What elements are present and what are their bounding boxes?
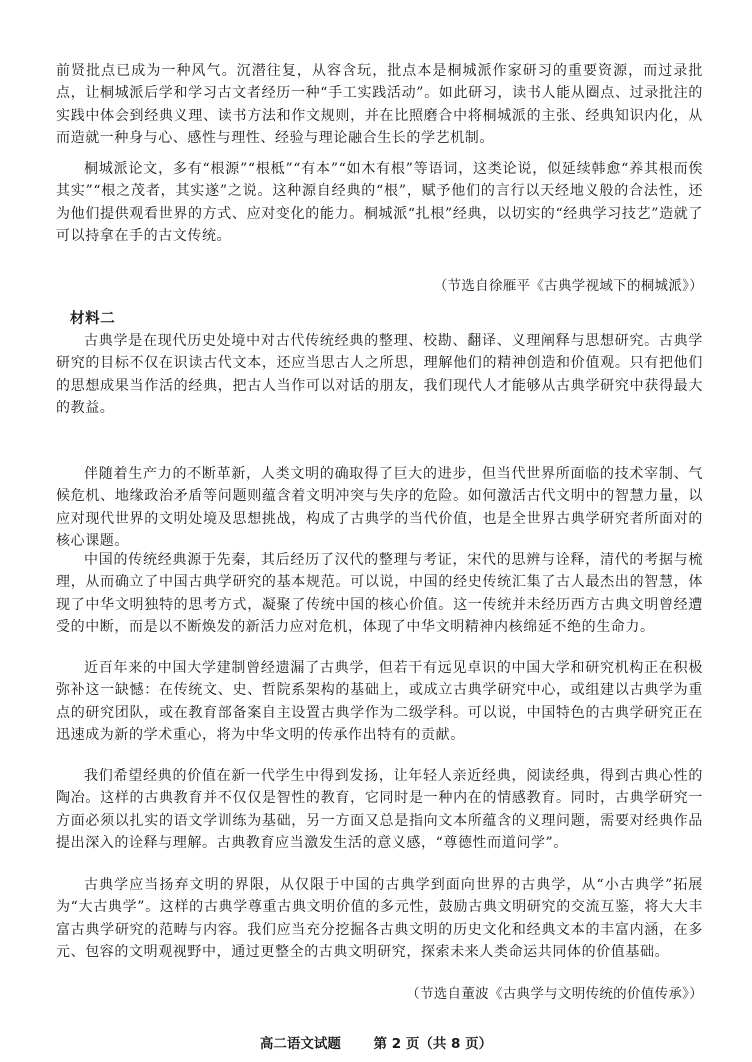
- material-two-heading: 材料二: [70, 311, 116, 327]
- material-two-source: （节选自董波《古典学与文明传统的价值传承》）: [406, 986, 703, 1002]
- material-one-paragraph-2: [56, 158, 703, 248]
- paragraph: 古典学是在现代历史处境中对古代传统经典的整理、校勘、翻译、义理阐释与思想研究。古典学研究的目标不仅在识读古代文本，还应当思古人之所思，理解他们的精神创造和价值观。只有把他们的思想成果当作活的经典，把古人当作可以对话的朋友，我们现代人才能够从古典学研究中获得最大的教益。: [56, 333, 703, 417]
- paragraph: 近百年来的中国大学建制曾经遗漏了古典学，但若干有远见卓识的中国大学和研究机构正在积极弥补这一缺憾：在传统文、史、哲院系架构的基础上，或成立古典学研究中心，或组建以古典学为重点的研究团队，或在教育部备案自主设置古典学作为二级学科。可以说，中国特色的古典学研究正在迅速成为新的学术重心，将为中华文明的传承作出特有的贡献。: [56, 660, 703, 744]
- paragraph: 古典学应当扬弃文明的界限，从仅限于中国的古典学到面向世界的古典学，从“小古典学”拓展为“大古典学”。这样的古典学尊重古典文明价值的多元性，鼓励古典文明研究的交流互鉴，将大大丰富古典学研究的范畴与内容。我们应当充分挖掘各古典文明的历史文化和经典文本的丰富内涵，在多元、包容的文明观视野中，通过更整全的古典文明研究，探索未来人类命运共同体的价值基础。: [56, 877, 703, 961]
- material-two: [56, 308, 703, 330]
- material-one-continuation: [56, 60, 703, 150]
- paragraph: 中国的传统经典源于先秦，其后经历了汉代的整理与考证，宋代的思辨与诠释，清代的考据与梳理，从而确立了中国古典学研究的基本规范。可以说，中国的经史传统汇集了古人最杰出的智慧，体现了中华文明独特的思考方式，凝聚了传统中国的核心价值。这一传统并未经历西方古典文明曾经遭受的中断，而是以不断焕发的新活力应对危机，体现了中华文明精神内核绵延不绝的生命力。: [56, 552, 703, 636]
- page-footer: [0, 1032, 752, 1052]
- footer-exam-title: 高二语文试题: [259, 1036, 341, 1052]
- material-two-paragraph-4: [56, 657, 703, 747]
- paragraph: 桐城派论文，多有“根源”“根柢”“有本”“如木有根”等语词，这类论说，似延续韩愈“养其根而俟其实”“根之茂者，其实遂”之说。这种源自经典的“根”，赋予他们的言行以天经地义般的合法性，还为他们提供观看世界的方式、应对变化的能力。桐城派“扎根”经典，以切实的“经典学习技艺”造就了可以持拿在手的古文传统。: [56, 161, 703, 245]
- material-two-source-block: [56, 983, 703, 1005]
- material-two-paragraph-3: [56, 549, 703, 639]
- material-two-paragraph-1: [56, 330, 703, 420]
- material-two-paragraph-5: [56, 765, 703, 855]
- footer-page-number: 第 2 页（共 8 页）: [373, 1036, 493, 1052]
- paragraph: 我们希望经典的价值在新一代学生中得到发扬，让年轻人亲近经典，阅读经典，得到古典心性的陶冶。这样的古典教育并不仅仅是智性的教育，它同时是一种内在的情感教育。同时，古典学研究一方面必须以扎实的语文学训练为基础，另一方面又总是指向文本所蕴含的义理问题，需要对经典作品提出深入的诠释与理解。古典教育应当激发生活的意义感，“尊德性而道问学”。: [56, 768, 703, 852]
- paragraph: 前贤批点已成为一种风气。沉潜往复，从容含玩，批点本是桐城派作家研习的重要资源，而过录批点，让桐城派后学和学习古文者经历一种“手工实践活动”。如此研习，读书人能从圈点、过录批注的实践中体会到经典义理、读书方法和作文规则，并在比照磨合中将桐城派的主张、经典知识内化，从而造就一种身与心、感性与理性、经验与理论融合生长的学艺机制。: [56, 63, 703, 147]
- material-two-paragraph-2: [56, 463, 703, 553]
- paragraph: 伴随着生产力的不断革新，人类文明的确取得了巨大的进步，但当代世界所面临的技术宰制、气候危机、地缘政治矛盾等问题则蕴含着文明冲突与失序的危险。如何激活古代文明中的智慧力量，以应对现代世界的文明处境及思想挑战，构成了古典学的当代价值，也是全世界古典学研究者所面对的核心课题。: [56, 466, 703, 550]
- material-one-source-block: [56, 275, 703, 297]
- material-one-source: （节选自徐雁平《古典学视域下的桐城派》）: [433, 278, 703, 294]
- material-two-paragraph-6: [56, 874, 703, 964]
